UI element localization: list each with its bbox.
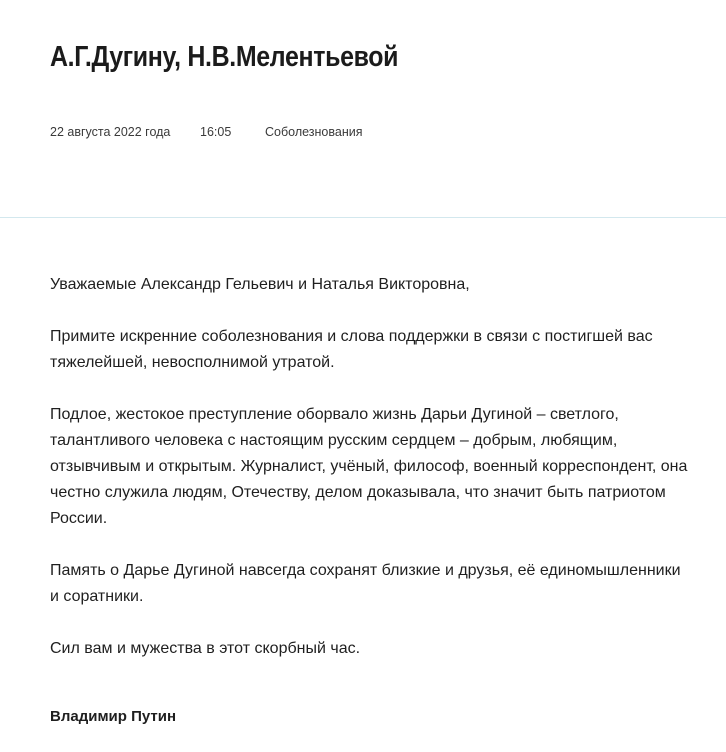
signature: Владимир Путин bbox=[50, 708, 177, 725]
header-divider bbox=[0, 217, 726, 218]
letter-paragraph: Память о Дарье Дугиной навсегда сохранят близкие и друзья, её единомышленники и соратники. bbox=[50, 562, 681, 605]
document-header bbox=[0, 0, 726, 217]
letter-greeting: Уважаемые Александр Гельевич и Наталья Викторовна, bbox=[50, 276, 470, 293]
category-link[interactable]: Соболезнования bbox=[265, 125, 363, 139]
publication-date: 22 августа 2022 года bbox=[50, 125, 171, 139]
letter-paragraph: Подлое, жестокое преступление оборвало жизнь Дарьи Дугиной – светлого, талантливого человека с настоящим русским сердцем – добрым, любящим, отзывчивым и открытым. Журналист, учёный, философ, военный корреспондент, она честно служила людям, Отечеству, делом доказывала, что значит быть патриотом России. bbox=[50, 406, 688, 527]
letter-closing: Сил вам и мужества в этот скорбный час. bbox=[50, 640, 361, 657]
letter-paragraph: Примите искренние соболезнования и слова поддержки в связи с постигшей вас тяжелейшей, невосполнимой утратой. bbox=[50, 328, 653, 371]
publication-time[interactable]: 16:05 bbox=[200, 125, 232, 139]
page-title: А.Г.Дугину, Н.В.Мелентьевой bbox=[50, 41, 399, 73]
letter-body bbox=[50, 272, 690, 688]
